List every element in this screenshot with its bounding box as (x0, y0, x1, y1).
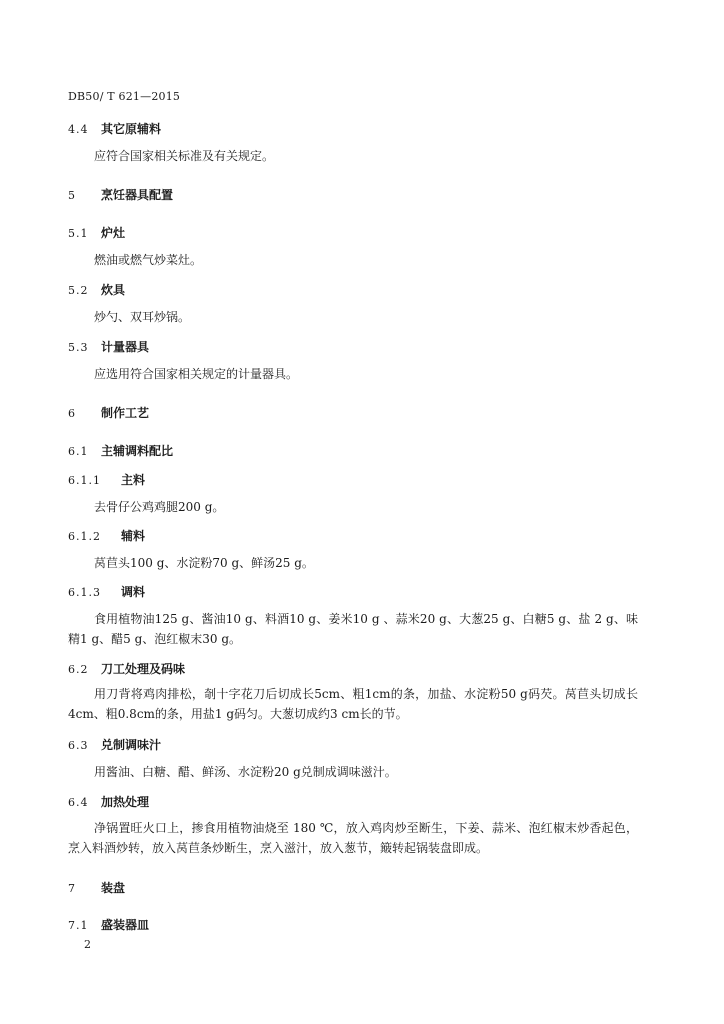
heading-7-1: 7.1 盛装器皿 (68, 918, 150, 932)
heading-5-3: 5.3 计量器具 (68, 340, 150, 354)
standard-code-header: DB50/ T 621—2015 (68, 90, 181, 103)
paragraph: 应选用符合国家相关规定的计量器具。 (94, 367, 299, 381)
heading-6-1-3: 6.1.3 调料 (68, 585, 146, 599)
heading-6-1-1: 6.1.1 主料 (68, 473, 146, 487)
heading-6-1-2: 6.1.2 辅料 (68, 529, 146, 543)
paragraph: 用酱油、白糖、醋、鲜汤、水淀粉20 g兑制成调味滋汁。 (94, 765, 397, 779)
heading-7: 7 装盘 (68, 881, 126, 895)
paragraph: 莴苣头100 g、水淀粉70 g、鲜汤25 g。 (94, 556, 314, 570)
heading-4-4: 4.4 其它原辅料 (68, 122, 162, 136)
paragraph: 去骨仔公鸡鸡腿200 g。 (94, 500, 225, 514)
paragraph: 用刀背将鸡肉排松，剞十字花刀后切成长5cm、粗1cm的条，加盐、水淀粉50 g码芡。莴苣头切成长4cm、粗0.8cm的条，用盐1 g码匀。大葱切成约3 cm长的节。 (68, 687, 638, 721)
heading-5: 5 烹饪器具配置 (68, 188, 174, 202)
heading-6-1: 6.1 主辅调料配比 (68, 444, 174, 458)
heading-5-2: 5.2 炊具 (68, 283, 126, 297)
heading-6-4: 6.4 加热处理 (68, 795, 150, 809)
page-number: 2 (84, 938, 91, 951)
heading-6-3: 6.3 兑制调味汁 (68, 738, 162, 752)
heading-6-2: 6.2 刀工处理及码味 (68, 662, 186, 676)
paragraph: 食用植物油125 g、酱油10 g、料酒10 g、姜米10 g 、蒜米20 g、大葱25 g、白糖5 g、盐 2 g、味精1 g、醋5 g、泡红椒末30 g。 (68, 612, 638, 646)
heading-6: 6 制作工艺 (68, 406, 150, 420)
heading-5-1: 5.1 炉灶 (68, 226, 126, 240)
paragraph: 炒勺、双耳炒锅。 (94, 310, 191, 324)
paragraph: 应符合国家相关标准及有关规定。 (94, 149, 275, 163)
paragraph: 净锅置旺火口上，掺食用植物油烧至 180 ℃，放入鸡肉炒至断生，下姜、蒜米、泡红椒末炒香起色，烹入料酒炒转，放入莴苣条炒断生，烹入滋汁，放入葱节，簸转起锅装盘即成。 (68, 821, 638, 855)
paragraph: 燃油或燃气炒菜灶。 (94, 253, 203, 267)
